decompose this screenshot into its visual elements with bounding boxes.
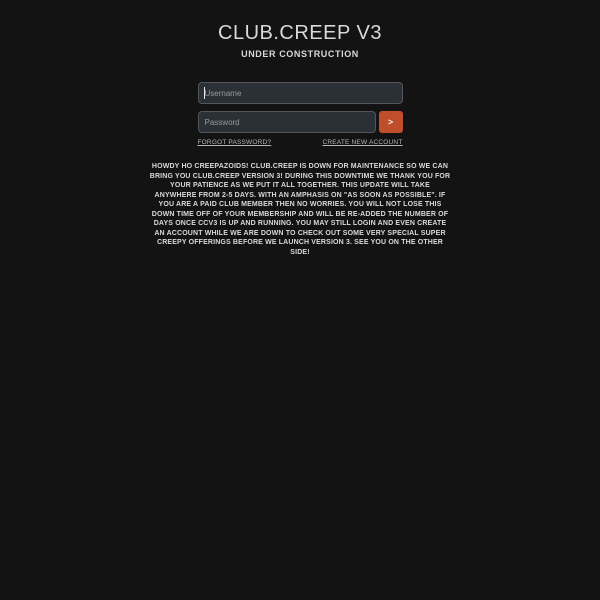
forgot-password-link[interactable]: FORGOT PASSWORD?: [197, 139, 272, 146]
text-caret: [204, 87, 205, 99]
auth-links: [198, 139, 403, 146]
login-form: [198, 82, 403, 146]
username-input[interactable]: [198, 82, 403, 104]
arrow-right-icon: >: [387, 116, 394, 127]
create-account-link[interactable]: CREATE NEW ACCOUNT: [322, 139, 403, 146]
login-submit-button[interactable]: [379, 111, 403, 133]
page-subtitle: UNDER CONSTRUCTION: [241, 49, 359, 59]
password-row: [198, 111, 403, 133]
maintenance-notice: HOWDY HO CREEPAZOIDS! CLUB.CREEP IS DOWN FOR MAINTENANCE SO WE CAN BRING YOU CLUB.CREEP VERSION 3! DURING THIS DOWNTIME WE THANK YOU FOR YOUR PATIENCE AS WE PUT IT ALL TOGETHER. THIS UPDATE WILL TAKE ANYWHERE FROM 2-5 DAYS. WITH AN AMPHASIS ON "AS SOON AS POSSIBLE". IF YOU ARE A PAID CLUB MEMBER THEN NO WORRIES. YOU WILL NOT LOSE THIS DOWN TIME OFF OF YOUR MEMBERSHIP AND WILL BE RE-ADDED THE NUMBER OF DAYS ONCE CCV3 IS UP AND RUNNING. YOU MAY STILL LOGIN AND EVEN CREATE AN ACCOUNT WHILE WE ARE DOWN TO CHECK OUT SOME VERY SPECIAL SUPER CREEPY OFFERINGS BEFORE WE LAUNCH VERSION 3. SEE YOU ON THE OTHER SIDE!: [149, 163, 451, 256]
page-title: CLUB.CREEP V3: [218, 22, 382, 44]
username-field-wrapper: [198, 82, 403, 104]
password-input[interactable]: [198, 111, 376, 133]
